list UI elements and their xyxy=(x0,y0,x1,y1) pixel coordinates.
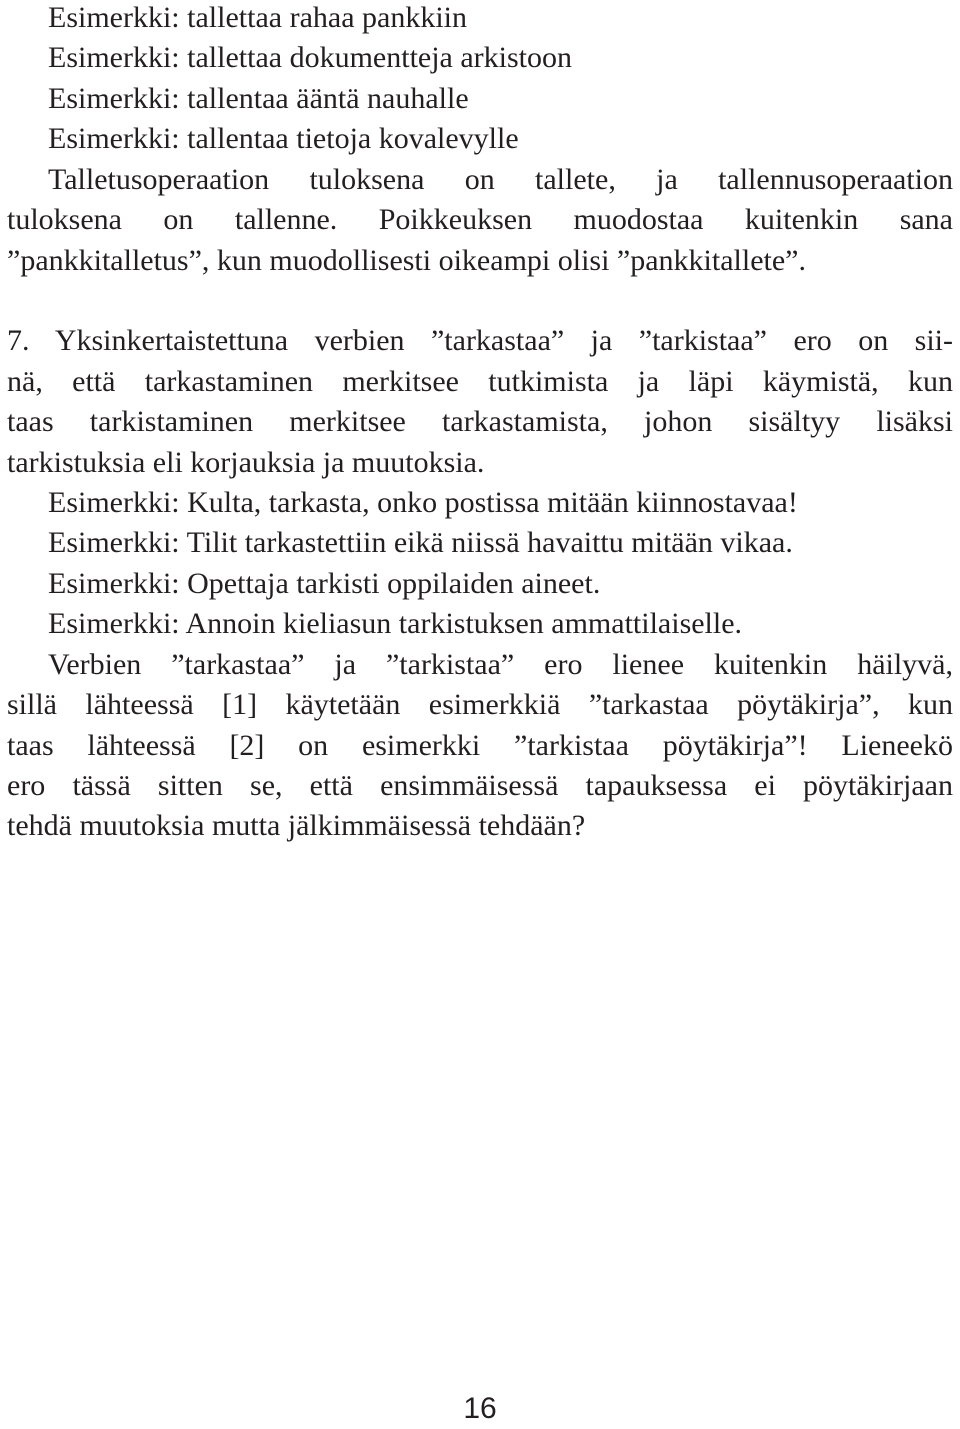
example-line-deposit-money: Esimerkki: tallettaa rahaa pankkiin xyxy=(48,1,468,34)
paragraph-line: tehdä muutoksia mutta jälkimmäisessä tehdään? xyxy=(7,809,586,842)
example-line: Esimerkki: Tilit tarkastettiin eikä niissä havaittu mitään vikaa. xyxy=(48,526,793,559)
section-7-line: tarkistuksia eli korjauksia ja muutoksia. xyxy=(7,446,485,479)
example-line-save-data: Esimerkki: tallentaa tietoja kovalevylle xyxy=(48,122,519,155)
example-line: Esimerkki: Annoin kieliasun tarkistuksen ammattilaiselle. xyxy=(48,607,743,640)
paragraph-line: taas lähteessä [2] on esimerkki ”tarkistaa pöytäkirja”! Lieneekö xyxy=(7,729,953,762)
example-line-deposit-documents: Esimerkki: tallettaa dokumentteja arkistoon xyxy=(48,41,573,74)
example-line-record-sound: Esimerkki: tallentaa ääntä nauhalle xyxy=(48,82,469,115)
example-line: Esimerkki: Kulta, tarkasta, onko postissa mitään kiinnostavaa! xyxy=(48,486,798,519)
paragraph-line: Talletusoperaation tuloksena on tallete, ja tallennusoperaation xyxy=(48,163,953,196)
section-7-line: taas tarkistaminen merkitsee tarkastamista, johon sisältyy lisäksi xyxy=(7,405,953,438)
example-line: Esimerkki: Opettaja tarkisti oppilaiden aineet. xyxy=(48,567,601,600)
page-number: 16 xyxy=(463,1392,497,1425)
paragraph-line: sillä lähteessä [1] käytetään esimerkkiä ”tarkastaa pöytäkirja”, kun xyxy=(7,688,953,721)
section-7-line: 7. Yksinkertaistettuna verbien ”tarkastaa” ja ”tarkistaa” ero on sii- xyxy=(7,324,953,357)
paragraph-line: Verbien ”tarkastaa” ja ”tarkistaa” ero lienee kuitenkin häilyvä, xyxy=(48,648,953,681)
paragraph-line: ”pankkitalletus”, kun muodollisesti oikeampi olisi ”pankkitallete”. xyxy=(7,244,806,277)
section-7-line: nä, että tarkastaminen merkitsee tutkimista ja läpi käymistä, kun xyxy=(7,365,953,398)
paragraph-line: ero tässä sitten se, että ensimmäisessä tapauksessa ei pöytäkirjaan xyxy=(7,769,953,802)
paragraph-line: tuloksena on tallenne. Poikkeuksen muodostaa kuitenkin sana xyxy=(7,203,953,236)
